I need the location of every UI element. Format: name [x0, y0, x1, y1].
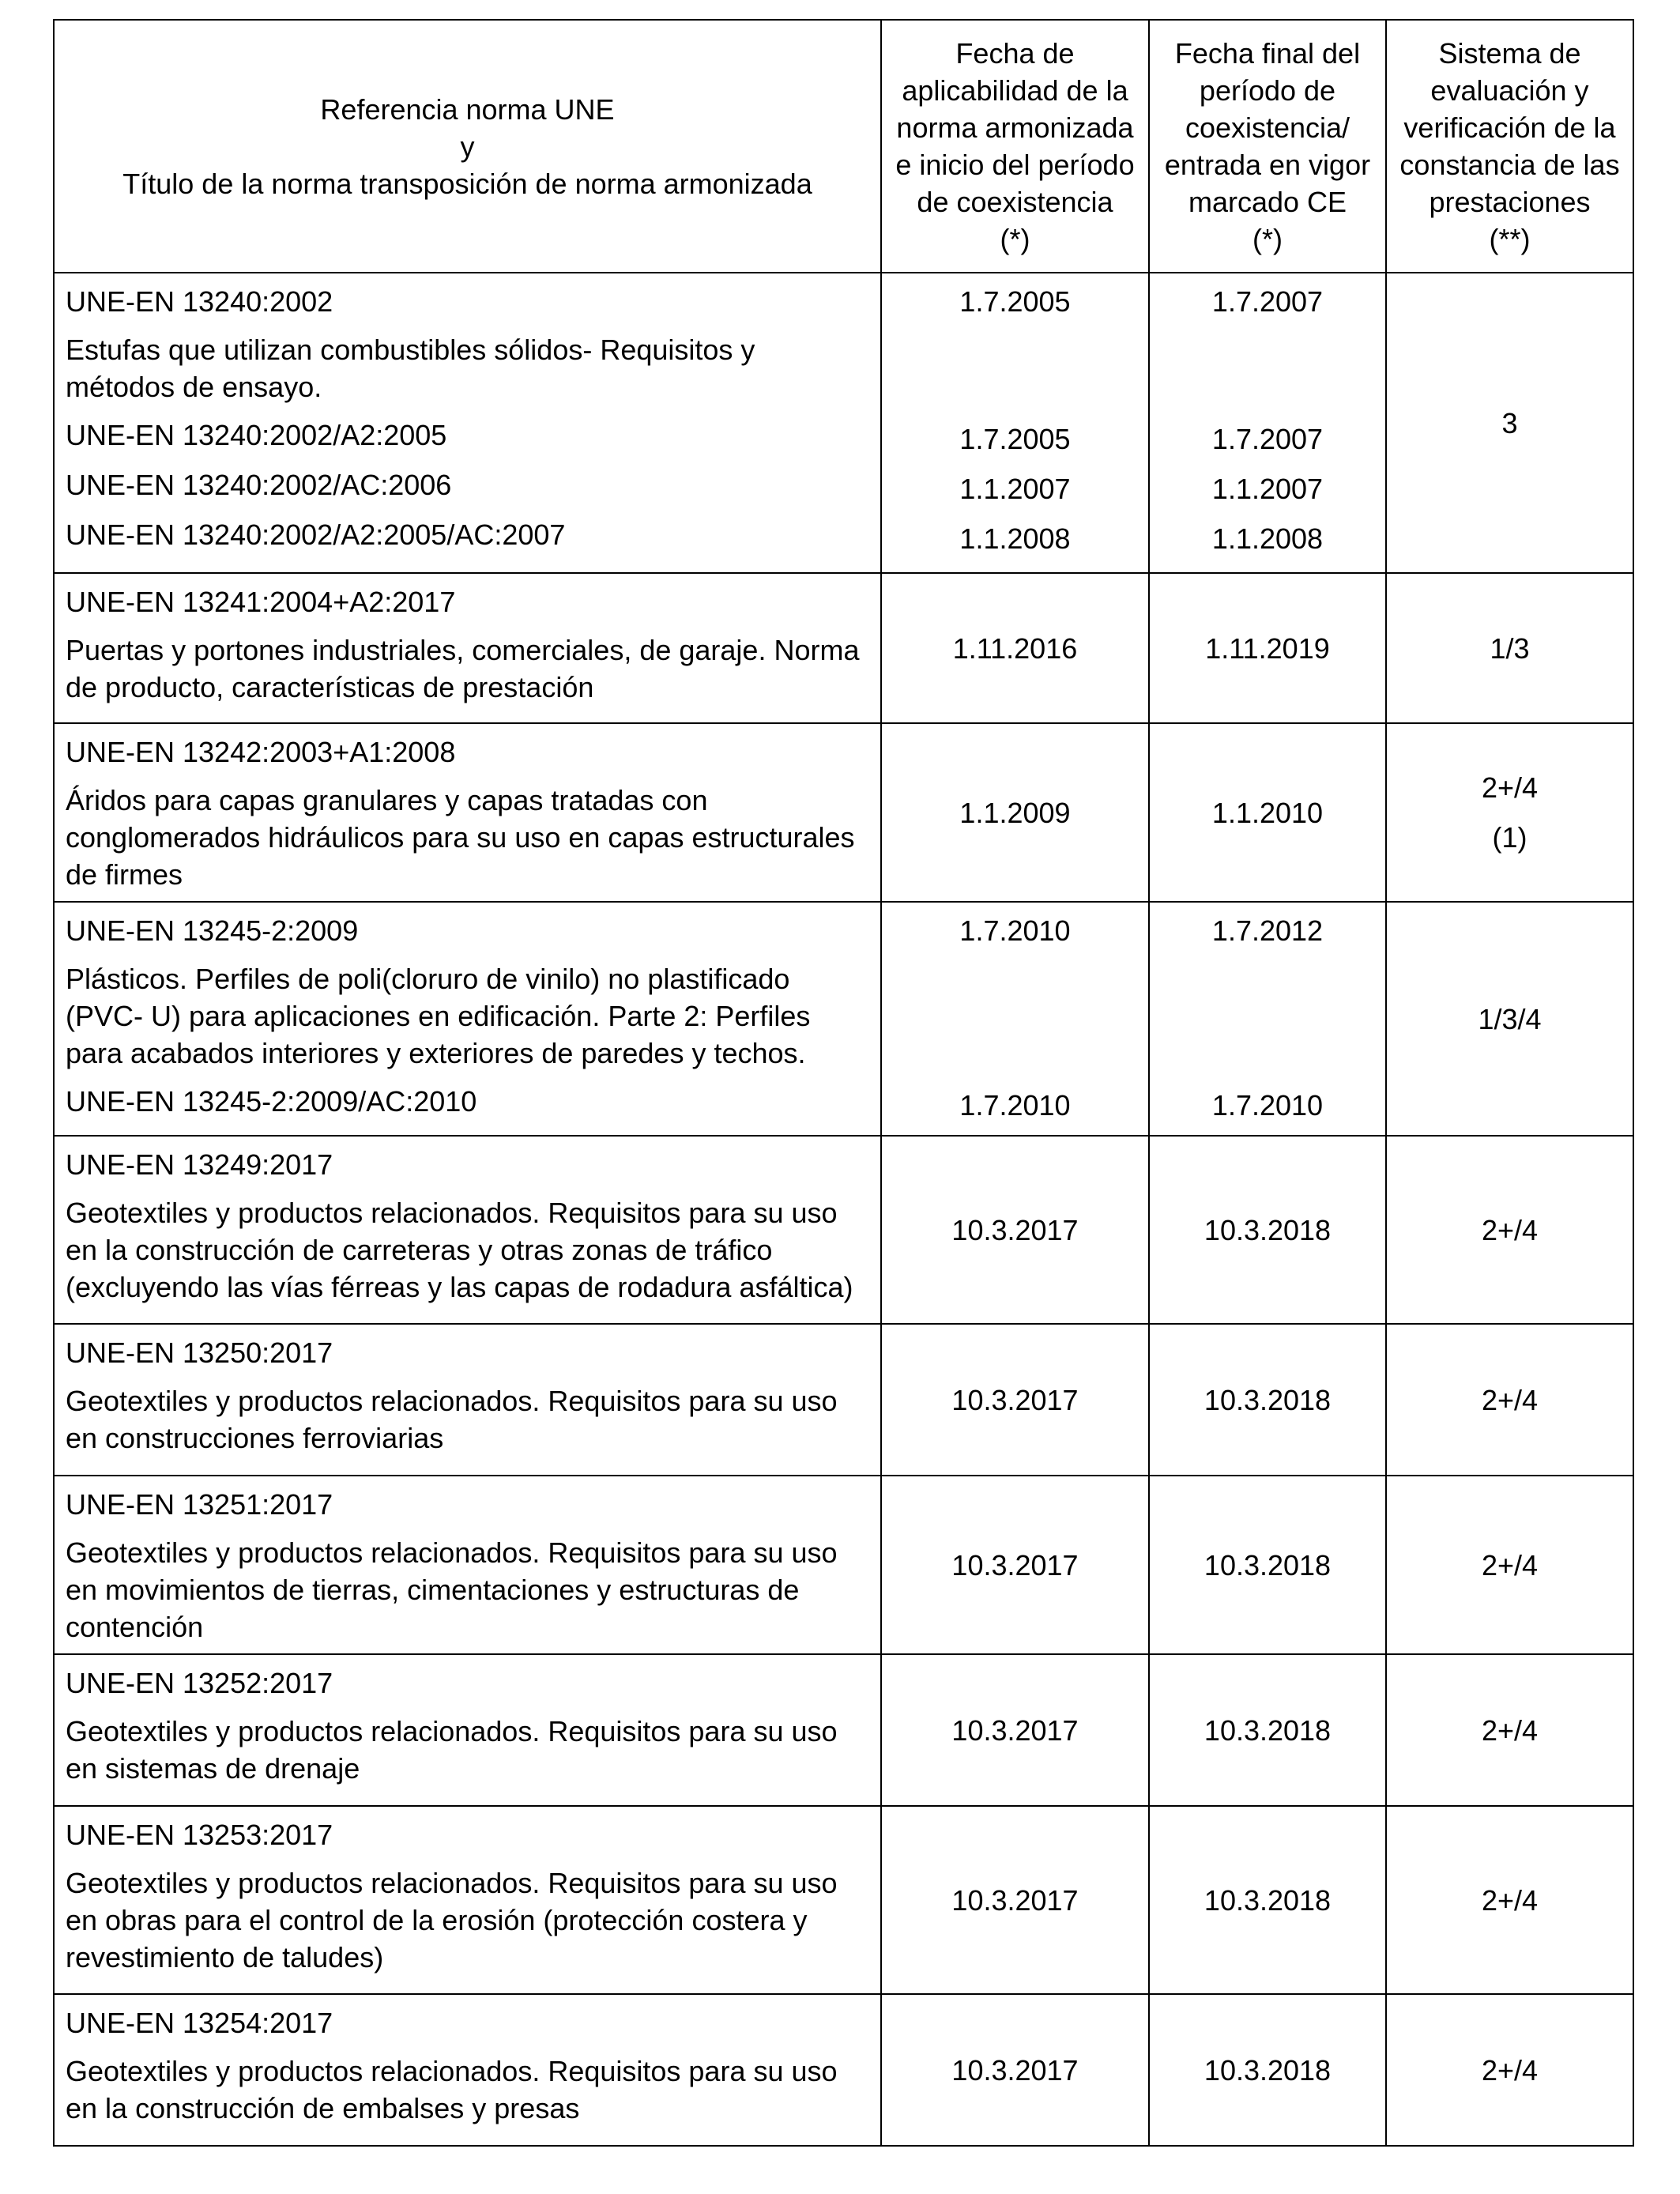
- end-date: 10.3.2018: [1203, 1383, 1332, 1416]
- header-text: marcado CE: [1188, 186, 1347, 218]
- standard-title: Puertas y portones industriales, comerciales, de garaje. Norma de producto, características de prestación: [66, 634, 860, 703]
- standard-reference: UNE-EN 13252:2017: [66, 1667, 333, 1699]
- reference-cell: [54, 1806, 881, 1994]
- reference-cell: [54, 573, 881, 723]
- header-text: entrada en vigor: [1164, 149, 1371, 181]
- spacer: [1150, 949, 1385, 1087]
- system-value: 2+/4: [1481, 1883, 1539, 1917]
- table-row: [54, 1994, 1633, 2146]
- reference-cell: [54, 1324, 881, 1476]
- header-text: Fecha final del: [1174, 37, 1361, 70]
- header-text: evaluación y: [1430, 74, 1589, 107]
- standard-title: Geotextiles y productos relacionados. Requisitos para su uso en sistemas de drenaje: [66, 1715, 838, 1785]
- end-date: 10.3.2018: [1203, 1883, 1332, 1917]
- end-date-cell: [1149, 1136, 1386, 1324]
- end-date-cell: [1149, 1324, 1386, 1476]
- start-date-cell: [881, 1994, 1149, 2146]
- header-text: prestaciones: [1429, 186, 1591, 218]
- table-row: [54, 573, 1633, 723]
- system-cell: [1386, 723, 1633, 902]
- start-date: 1.1.2009: [959, 796, 1071, 829]
- end-date: 1.1.2010: [1211, 796, 1324, 829]
- reference-cell: [54, 273, 881, 573]
- end-date: 10.3.2018: [1203, 1548, 1332, 1581]
- table-row: [54, 273, 1633, 573]
- end-date: 1.1.2008: [1211, 522, 1324, 555]
- start-date: 10.3.2017: [951, 2053, 1079, 2087]
- end-date-cell: [1149, 1806, 1386, 1994]
- standard-reference: UNE-EN 13241:2004+A2:2017: [66, 586, 456, 618]
- standard-title: Áridos para capas granulares y capas tratadas con conglomerados hidráulicos para su uso en capas estructurales de firmes: [66, 784, 855, 891]
- end-date-cell: [1149, 1994, 1386, 2146]
- standard-reference: UNE-EN 13253:2017: [66, 1819, 333, 1851]
- table-row: [54, 723, 1633, 902]
- start-date: 1.1.2008: [959, 522, 1071, 555]
- system-value: 2+/4: [1481, 2053, 1539, 2087]
- system-value: 2+/4: [1481, 1713, 1539, 1747]
- table-row: [54, 1324, 1633, 1476]
- standards-table: [53, 19, 1634, 2147]
- start-date-cell: [881, 273, 1149, 573]
- reference-cell: [54, 902, 881, 1136]
- header-text: verificación de la: [1403, 111, 1616, 144]
- start-date: 1.7.2010: [959, 1089, 1071, 1122]
- header-text: Sistema de: [1438, 37, 1581, 70]
- end-date: 1.7.2010: [1211, 1089, 1324, 1122]
- end-date: 1.11.2019: [1205, 631, 1330, 665]
- start-date: 1.7.2005: [959, 423, 1071, 455]
- start-date-cell: [881, 902, 1149, 1136]
- system-value: 1/3: [1490, 631, 1530, 665]
- end-date-cell: [1149, 1476, 1386, 1654]
- header-end-date: [1149, 20, 1386, 273]
- header-text: (*): [1000, 223, 1030, 255]
- start-date-cell: [881, 1654, 1149, 1806]
- system-value: 3: [1501, 406, 1518, 439]
- system-cell: [1386, 1994, 1633, 2146]
- reference-cell: [54, 1994, 881, 2146]
- header-text: (*): [1252, 223, 1283, 255]
- start-date-cell: [881, 1806, 1149, 1994]
- end-date: 1.7.2007: [1211, 285, 1324, 318]
- standard-reference: UNE-EN 13242:2003+A1:2008: [66, 736, 456, 768]
- start-date-cell: [881, 1476, 1149, 1654]
- start-date-cell: [881, 723, 1149, 902]
- amendment-reference: UNE-EN 13240:2002/AC:2006: [66, 469, 452, 501]
- system-value: 2+/4: [1481, 1213, 1539, 1246]
- system-cell: [1386, 1654, 1633, 1806]
- reference-cell: [54, 723, 881, 902]
- standard-title: Geotextiles y productos relacionados. Requisitos para su uso en construcciones ferroviarias: [66, 1385, 838, 1454]
- system-value: 2+/4: [1481, 1548, 1539, 1581]
- header-reference-line: Referencia norma UNE: [320, 92, 615, 126]
- header-y-line: y: [460, 130, 475, 163]
- system-cell: [1386, 1136, 1633, 1324]
- end-date-cell: [1149, 273, 1386, 573]
- header-text: de coexistencia: [917, 186, 1113, 218]
- system-cell: [1386, 1324, 1633, 1476]
- amendment-reference: UNE-EN 13240:2002/A2:2005/AC:2007: [66, 518, 566, 551]
- start-date: 10.3.2017: [951, 1713, 1079, 1747]
- header-text: período de: [1199, 74, 1336, 107]
- end-date-cell: [1149, 723, 1386, 902]
- standard-title: Plásticos. Perfiles de poli(cloruro de vinilo) no plastificado (PVC- U) para aplicaciones en edificación. Parte 2: Perfiles para acabados interiores y exteriores de paredes y techos.: [66, 963, 811, 1069]
- standard-reference: UNE-EN 13249:2017: [66, 1148, 333, 1181]
- start-date: 1.1.2007: [959, 473, 1071, 505]
- reference-cell: [54, 1476, 881, 1654]
- reference-cell: [54, 1136, 881, 1324]
- system-value: 2+/4: [1481, 771, 1539, 804]
- system-cell: [1386, 1806, 1633, 1994]
- amendment-reference: UNE-EN 13245-2:2009/AC:2010: [66, 1085, 477, 1118]
- start-date: 10.3.2017: [951, 1383, 1079, 1416]
- table-row: [54, 1136, 1633, 1324]
- start-date: 1.7.2010: [959, 914, 1071, 947]
- header-text: constancia de las: [1399, 149, 1620, 181]
- start-date-cell: [881, 1136, 1149, 1324]
- standard-title: Geotextiles y productos relacionados. Requisitos para su uso en la construcción de embalses y presas: [66, 2055, 838, 2124]
- end-date: 10.3.2018: [1203, 1713, 1332, 1747]
- system-note: (1): [1492, 821, 1527, 854]
- standard-reference: UNE-EN 13245-2:2009: [66, 914, 359, 947]
- end-date-cell: [1149, 902, 1386, 1136]
- end-date: 1.7.2012: [1211, 914, 1324, 947]
- header-text: coexistencia/: [1185, 111, 1350, 144]
- end-date: 1.7.2007: [1211, 423, 1324, 455]
- system-cell: [1386, 902, 1633, 1136]
- table-row: [54, 1806, 1633, 1994]
- end-date: 1.1.2007: [1211, 473, 1324, 505]
- spacer: [1150, 320, 1385, 420]
- start-date: 1.7.2005: [959, 285, 1071, 318]
- start-date: 10.3.2017: [951, 1883, 1079, 1917]
- start-date: 10.3.2017: [951, 1548, 1079, 1581]
- system-cell: [1386, 573, 1633, 723]
- header-reference-title: [54, 20, 881, 273]
- header-title-line: Título de la norma transposición de norma armonizada: [122, 167, 812, 200]
- standard-title: Estufas que utilizan combustibles sólidos- Requisitos y métodos de ensayo.: [66, 334, 755, 403]
- header-text: e inicio del período: [895, 149, 1135, 181]
- header-text: (**): [1489, 223, 1531, 255]
- standard-title: Geotextiles y productos relacionados. Requisitos para su uso en movimientos de tierras, cimentaciones y estructuras de contención: [66, 1536, 838, 1643]
- standard-title: Geotextiles y productos relacionados. Requisitos para su uso en obras para el control de la erosión (protección costera y revestimiento de taludes): [66, 1867, 838, 1973]
- start-date-cell: [881, 1324, 1149, 1476]
- standard-reference: UNE-EN 13251:2017: [66, 1488, 333, 1521]
- end-date: 10.3.2018: [1203, 2053, 1332, 2087]
- system-value: 2+/4: [1481, 1383, 1539, 1416]
- end-date-cell: [1149, 573, 1386, 723]
- end-date: 10.3.2018: [1203, 1213, 1332, 1246]
- spacer: [882, 949, 1148, 1087]
- start-date: 10.3.2017: [951, 1213, 1079, 1246]
- spacer: [882, 320, 1148, 420]
- standard-reference: UNE-EN 13250:2017: [66, 1336, 333, 1369]
- header-text: Fecha de: [955, 37, 1075, 70]
- start-date: 1.11.2016: [952, 631, 1078, 665]
- standard-reference: UNE-EN 13240:2002: [66, 285, 333, 318]
- header-applicability-date: [881, 20, 1149, 273]
- header-text: aplicabilidad de la: [902, 74, 1128, 107]
- standard-title: Geotextiles y productos relacionados. Requisitos para su uso en la construcción de carreteras y otras zonas de tráfico (excluyendo las vías férreas y las capas de rodadura asfáltica): [66, 1197, 853, 1303]
- header-evaluation-system: [1386, 20, 1633, 273]
- system-cell: [1386, 273, 1633, 573]
- standard-reference: UNE-EN 13254:2017: [66, 2007, 333, 2039]
- table-row: [54, 902, 1633, 1136]
- table-row: [54, 1654, 1633, 1806]
- header-row: [54, 20, 1633, 273]
- system-value: 1/3/4: [1478, 1002, 1542, 1035]
- table-row: [54, 1476, 1633, 1654]
- reference-cell: [54, 1654, 881, 1806]
- start-date-cell: [881, 573, 1149, 723]
- system-cell: [1386, 1476, 1633, 1654]
- end-date-cell: [1149, 1654, 1386, 1806]
- header-text: norma armonizada: [896, 111, 1134, 144]
- amendment-reference: UNE-EN 13240:2002/A2:2005: [66, 419, 447, 451]
